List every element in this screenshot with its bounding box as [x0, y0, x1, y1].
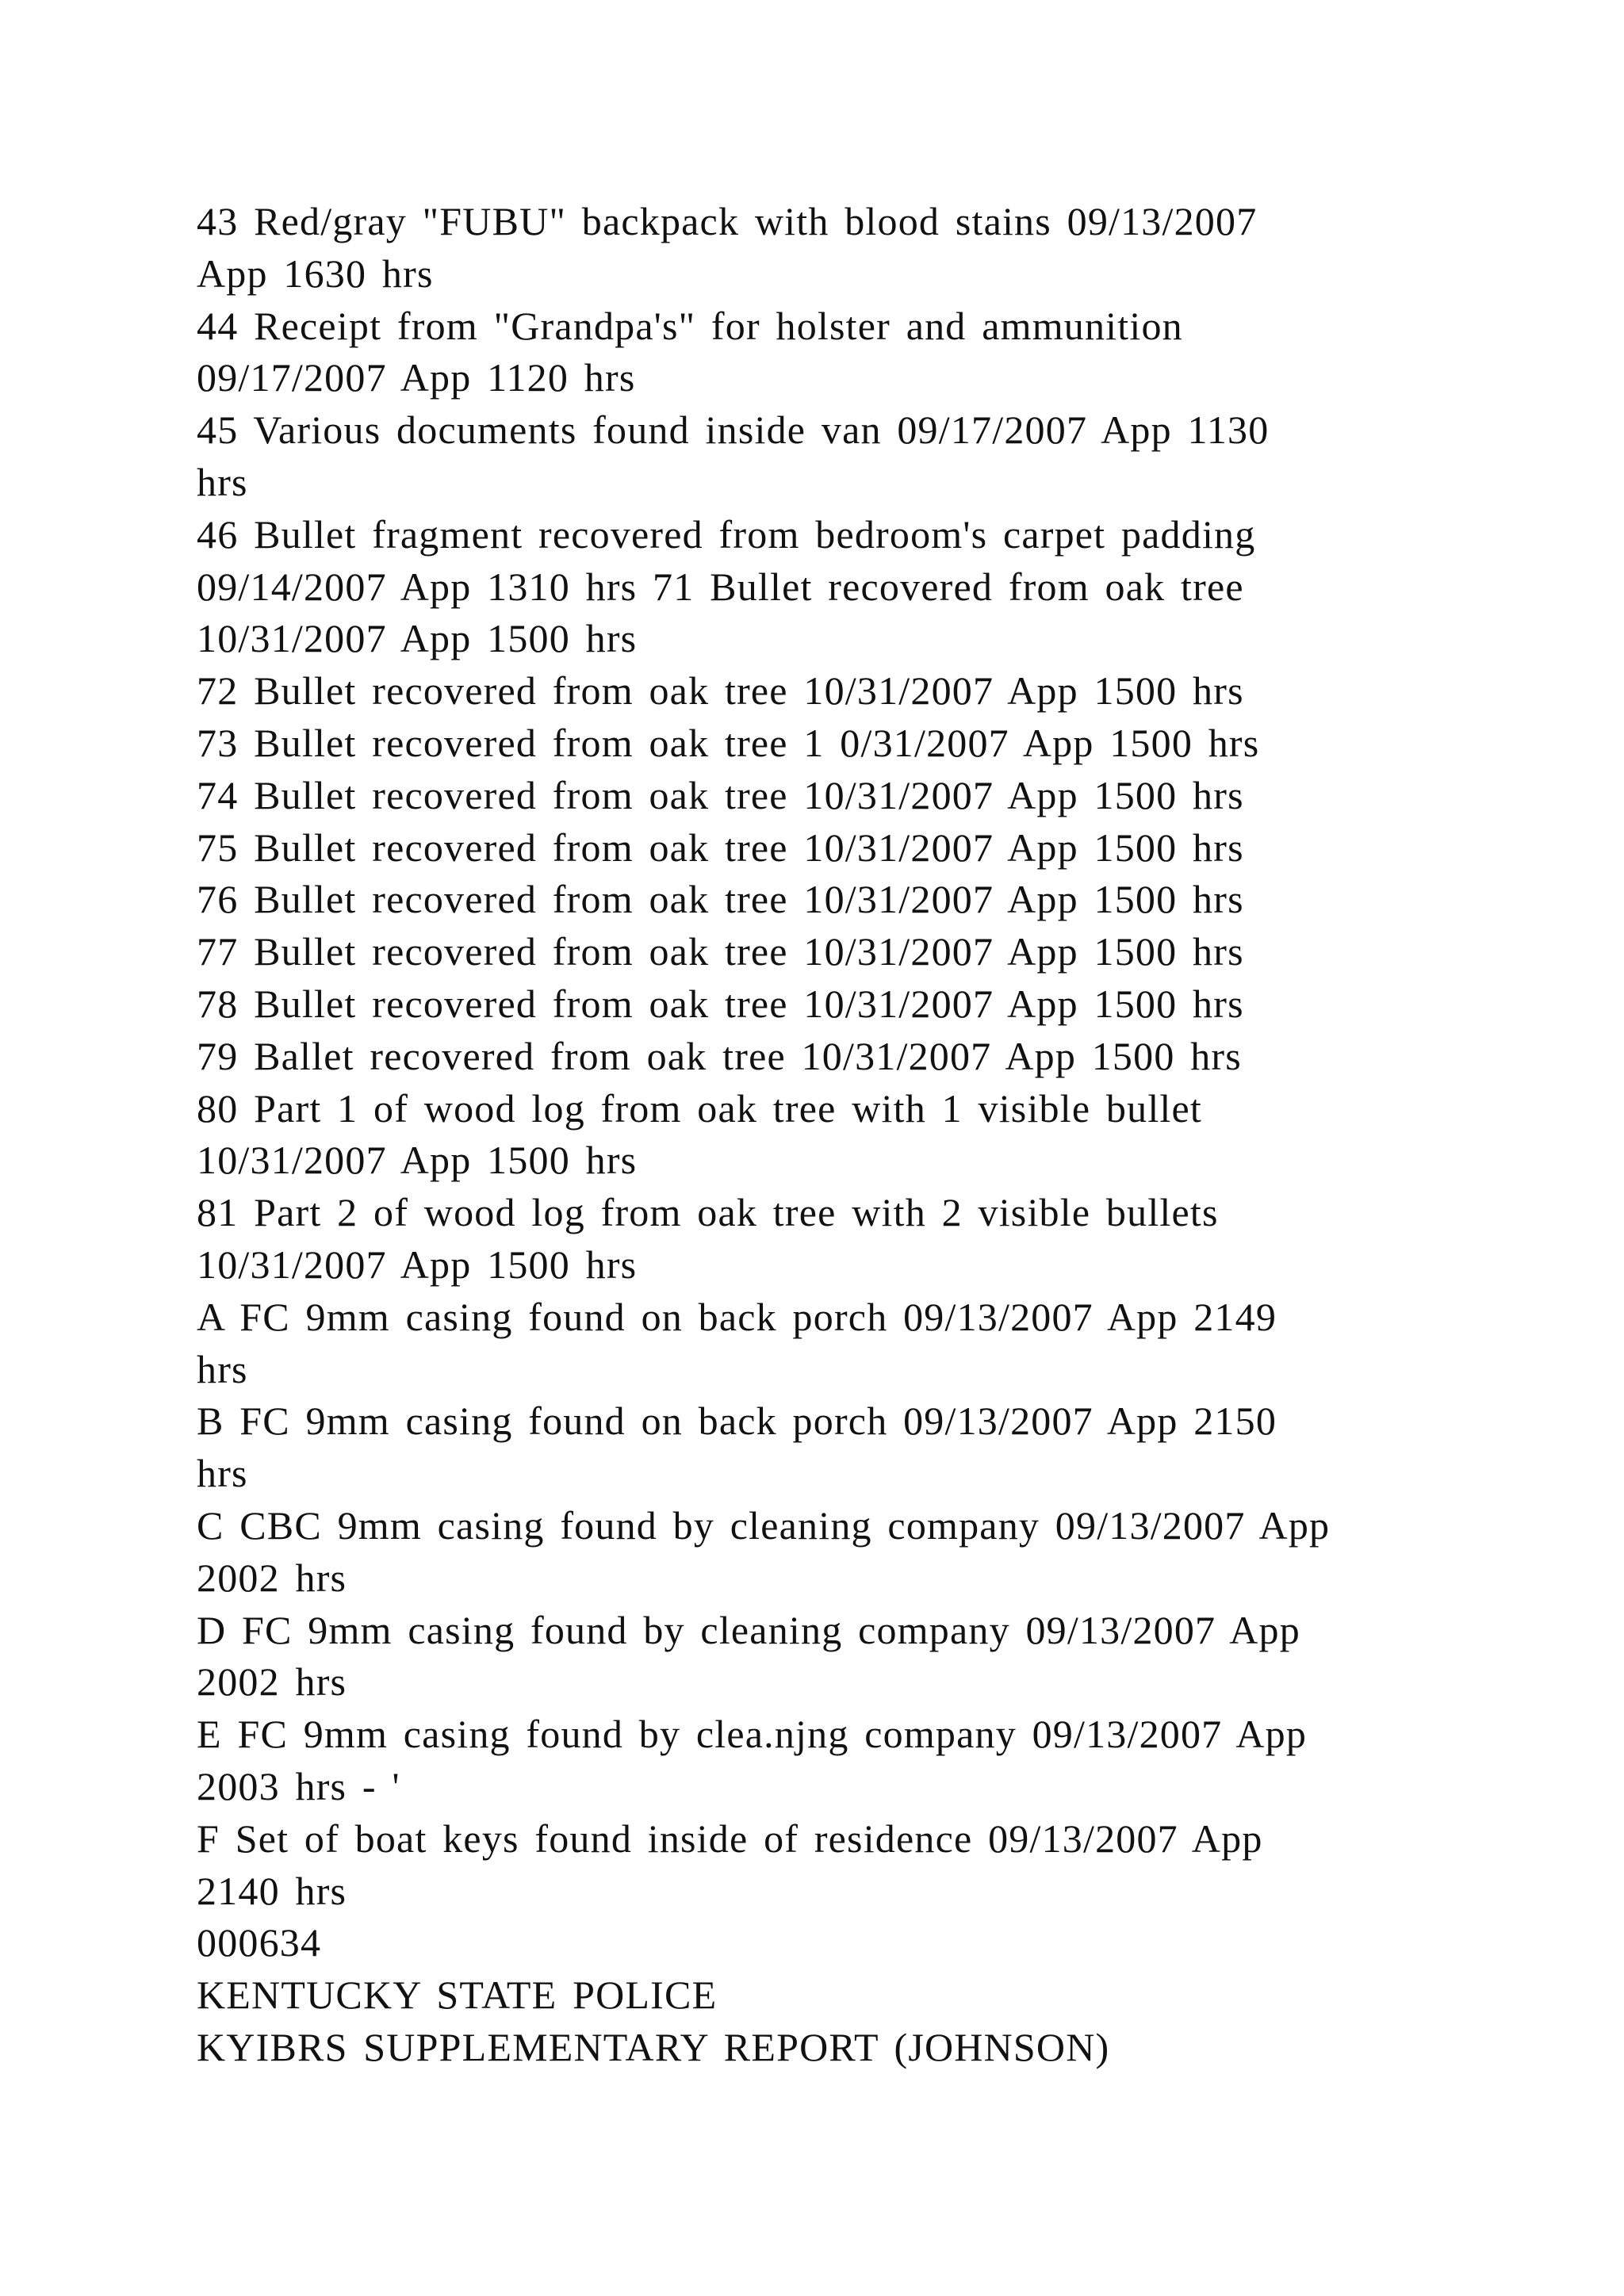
text-line: 2140 hrs — [197, 1868, 347, 1913]
text-line: 78 Bullet recovered from oak tree 10/31/2007 App 1500 hrs — [197, 981, 1244, 1026]
text-line: hrs — [197, 1346, 248, 1391]
text-line: 44 Receipt from "Grandpa's" for holster and ammunition — [197, 303, 1183, 348]
text-line: 09/17/2007 App 1120 hrs — [197, 355, 636, 400]
text-line: 79 Ballet recovered from oak tree 10/31/2007 App 1500 hrs — [197, 1033, 1242, 1078]
text-line: 80 Part 1 of wood log from oak tree with 1 visible bullet — [197, 1085, 1202, 1131]
text-line: 77 Bullet recovered from oak tree 10/31/2007 App 1500 hrs — [197, 929, 1244, 974]
text-line: 72 Bullet recovered from oak tree 10/31/2007 App 1500 hrs — [197, 668, 1244, 714]
text-line: 2003 hrs - ' — [197, 1763, 400, 1808]
text-line: A FC 9mm casing found on back porch 09/13/2007 App 2149 — [197, 1294, 1277, 1339]
text-line: F Set of boat keys found inside of residence 09/13/2007 App — [197, 1816, 1263, 1861]
text-line: 75 Bullet recovered from oak tree 10/31/2007 App 1500 hrs — [197, 825, 1244, 870]
text-line: hrs — [197, 1451, 248, 1496]
text-line: B FC 9mm casing found on back porch 09/13/2007 App 2150 — [197, 1399, 1277, 1444]
text-line: hrs — [197, 459, 248, 504]
text-line: 10/31/2007 App 1500 hrs — [197, 1242, 638, 1287]
text-line: C CBC 9mm casing found by cleaning company 09/13/2007 App — [197, 1502, 1331, 1548]
text-line: 10/31/2007 App 1500 hrs — [197, 1138, 638, 1183]
text-line: 45 Various documents found inside van 09/17/2007 App 1130 — [197, 408, 1270, 453]
text-line: E FC 9mm casing found by clea.njng company 09/13/2007 App — [197, 1712, 1308, 1757]
text-line: 74 Bullet recovered from oak tree 10/31/2007 App 1500 hrs — [197, 772, 1244, 817]
text-line: 46 Bullet fragment recovered from bedroom's carpet padding — [197, 511, 1256, 557]
text-line: 76 Bullet recovered from oak tree 10/31/2007 App 1500 hrs — [197, 877, 1244, 922]
text-line: 43 Red/gray "FUBU" backpack with blood stains 09/13/2007 — [197, 199, 1258, 243]
evidence-text-block — [197, 196, 1545, 2074]
agency-name: KENTUCKY STATE POLICE — [197, 1973, 718, 2018]
text-line: 2002 hrs — [197, 1555, 347, 1600]
text-line: 73 Bullet recovered from oak tree 1 0/31/2007 App 1500 hrs — [197, 720, 1260, 765]
text-line: 09/14/2007 App 1310 hrs 71 Bullet recovered from oak tree — [197, 564, 1244, 609]
report-title: KYIBRS SUPPLEMENTARY REPORT (JOHNSON) — [197, 2024, 1110, 2069]
text-line: 10/31/2007 App 1500 hrs — [197, 616, 638, 661]
text-line: 81 Part 2 of wood log from oak tree with 2 visible bullets — [197, 1190, 1219, 1235]
text-line: 2002 hrs — [197, 1659, 347, 1705]
text-line: App 1630 hrs — [197, 251, 434, 296]
text-line: D FC 9mm casing found by cleaning company 09/13/2007 App — [197, 1607, 1300, 1652]
page-number: 000634 — [197, 1920, 322, 1965]
